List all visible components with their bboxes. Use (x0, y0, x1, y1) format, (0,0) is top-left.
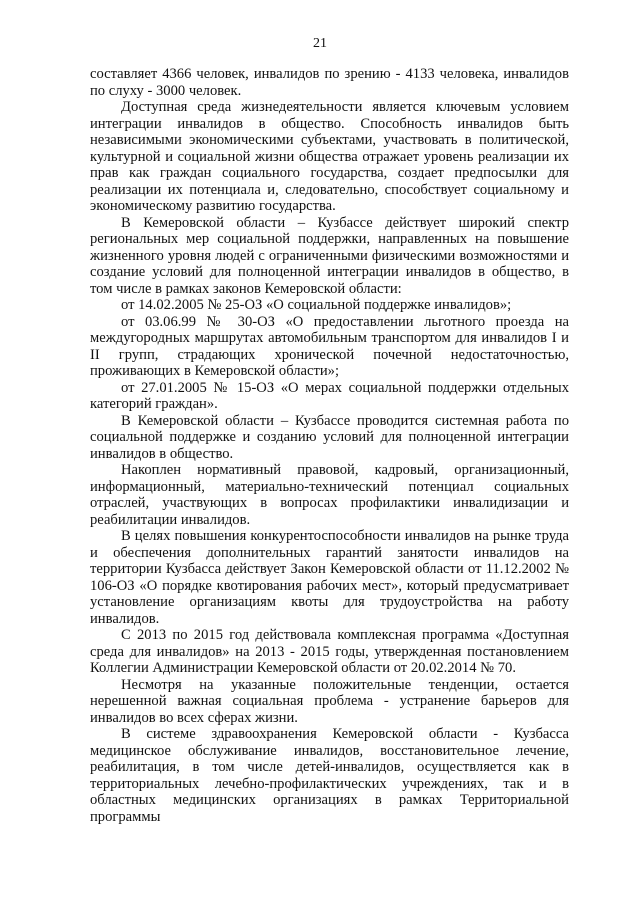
paragraph: В системе здравоохранения Кемеровской области - Кузбасса медицинское обслуживание инвалидов, восстановительное лечение, реабилитация, в том числе детей-инвалидов, осуществляется как в территориальных лечебно-профилактических учреждениях, так и в областных медицинских организациях в рамках Территориальной программы (90, 726, 569, 825)
law-reference-item: от 03.06.99 № 30-ОЗ «О предоставлении льготного проезда на междугородных маршрутах автомобильным транспортом для инвалидов I и II групп, страдающих хронической почечной недостаточностью, проживающих в Кемеровской области»; (90, 313, 569, 379)
paragraph: Несмотря на указанные положительные тенденции, остается нерешенной важная социальная проблема - устранение барьеров для инвалидов во всех сферах жизни. (90, 676, 569, 726)
paragraph: Доступная среда жизнедеятельности является ключевым условием интеграции инвалидов в общество. Способность инвалидов быть независимыми экономическими субъектами, участвовать в политической, культурной и социальной жизни общества отражает уровень реализации их прав как граждан социального государства, создает предпосылки для реализации их потенциала и, следовательно, способствует социальному и экономическому развитию государства. (90, 99, 569, 214)
page-number: 21 (313, 36, 327, 51)
paragraph: В Кемеровской области – Кузбассе проводится системная работа по социальной поддержке и созданию условий для полноценной интеграции инвалидов в общество. (90, 412, 569, 462)
paragraph: С 2013 по 2015 год действовала комплексная программа «Доступная среда для инвалидов» на 2013 - 2015 годы, утвержденная постановлением Коллегии Администрации Кемеровской области от 20.02.2014 № 70. (90, 627, 569, 676)
paragraph: Накоплен нормативный правовой, кадровый, организационный, информационный, материально-технический потенциал социальных отраслей, участвующих в вопросах профилактики инвалидизации и реабилитации инвалидов. (90, 462, 569, 528)
paragraph: В Кемеровской области – Кузбассе действует широкий спектр региональных мер социальной поддержки, направленных на повышение жизненного уровня людей с ограниченными физическими возможностями и создание условий для полноценной интеграции инвалидов в общество, в том числе в рамках законов Кемеровской области: (90, 214, 569, 297)
law-reference-item: от 14.02.2005 № 25-ОЗ «О социальной поддержке инвалидов»; (121, 297, 512, 313)
document-body (90, 66, 569, 825)
paragraph: В целях повышения конкурентоспособности инвалидов на рынке труда и обеспечения дополнительных гарантий занятости инвалидов на территории Кузбасса действует Закон Кемеровской области от 11.12.2002 № 106-ОЗ «О порядке квотирования рабочих мест», который предусматривает установление организациям квоты для трудоустройства на работу инвалидов. (90, 528, 569, 627)
paragraph-continuation: составляет 4366 человек, инвалидов по зрению - 4133 человека, инвалидов по слуху - 3000 человек. (90, 66, 569, 99)
law-reference-item: от 27.01.2005 № 15-ОЗ «О мерах социальной поддержки отдельных категорий граждан». (90, 379, 569, 412)
